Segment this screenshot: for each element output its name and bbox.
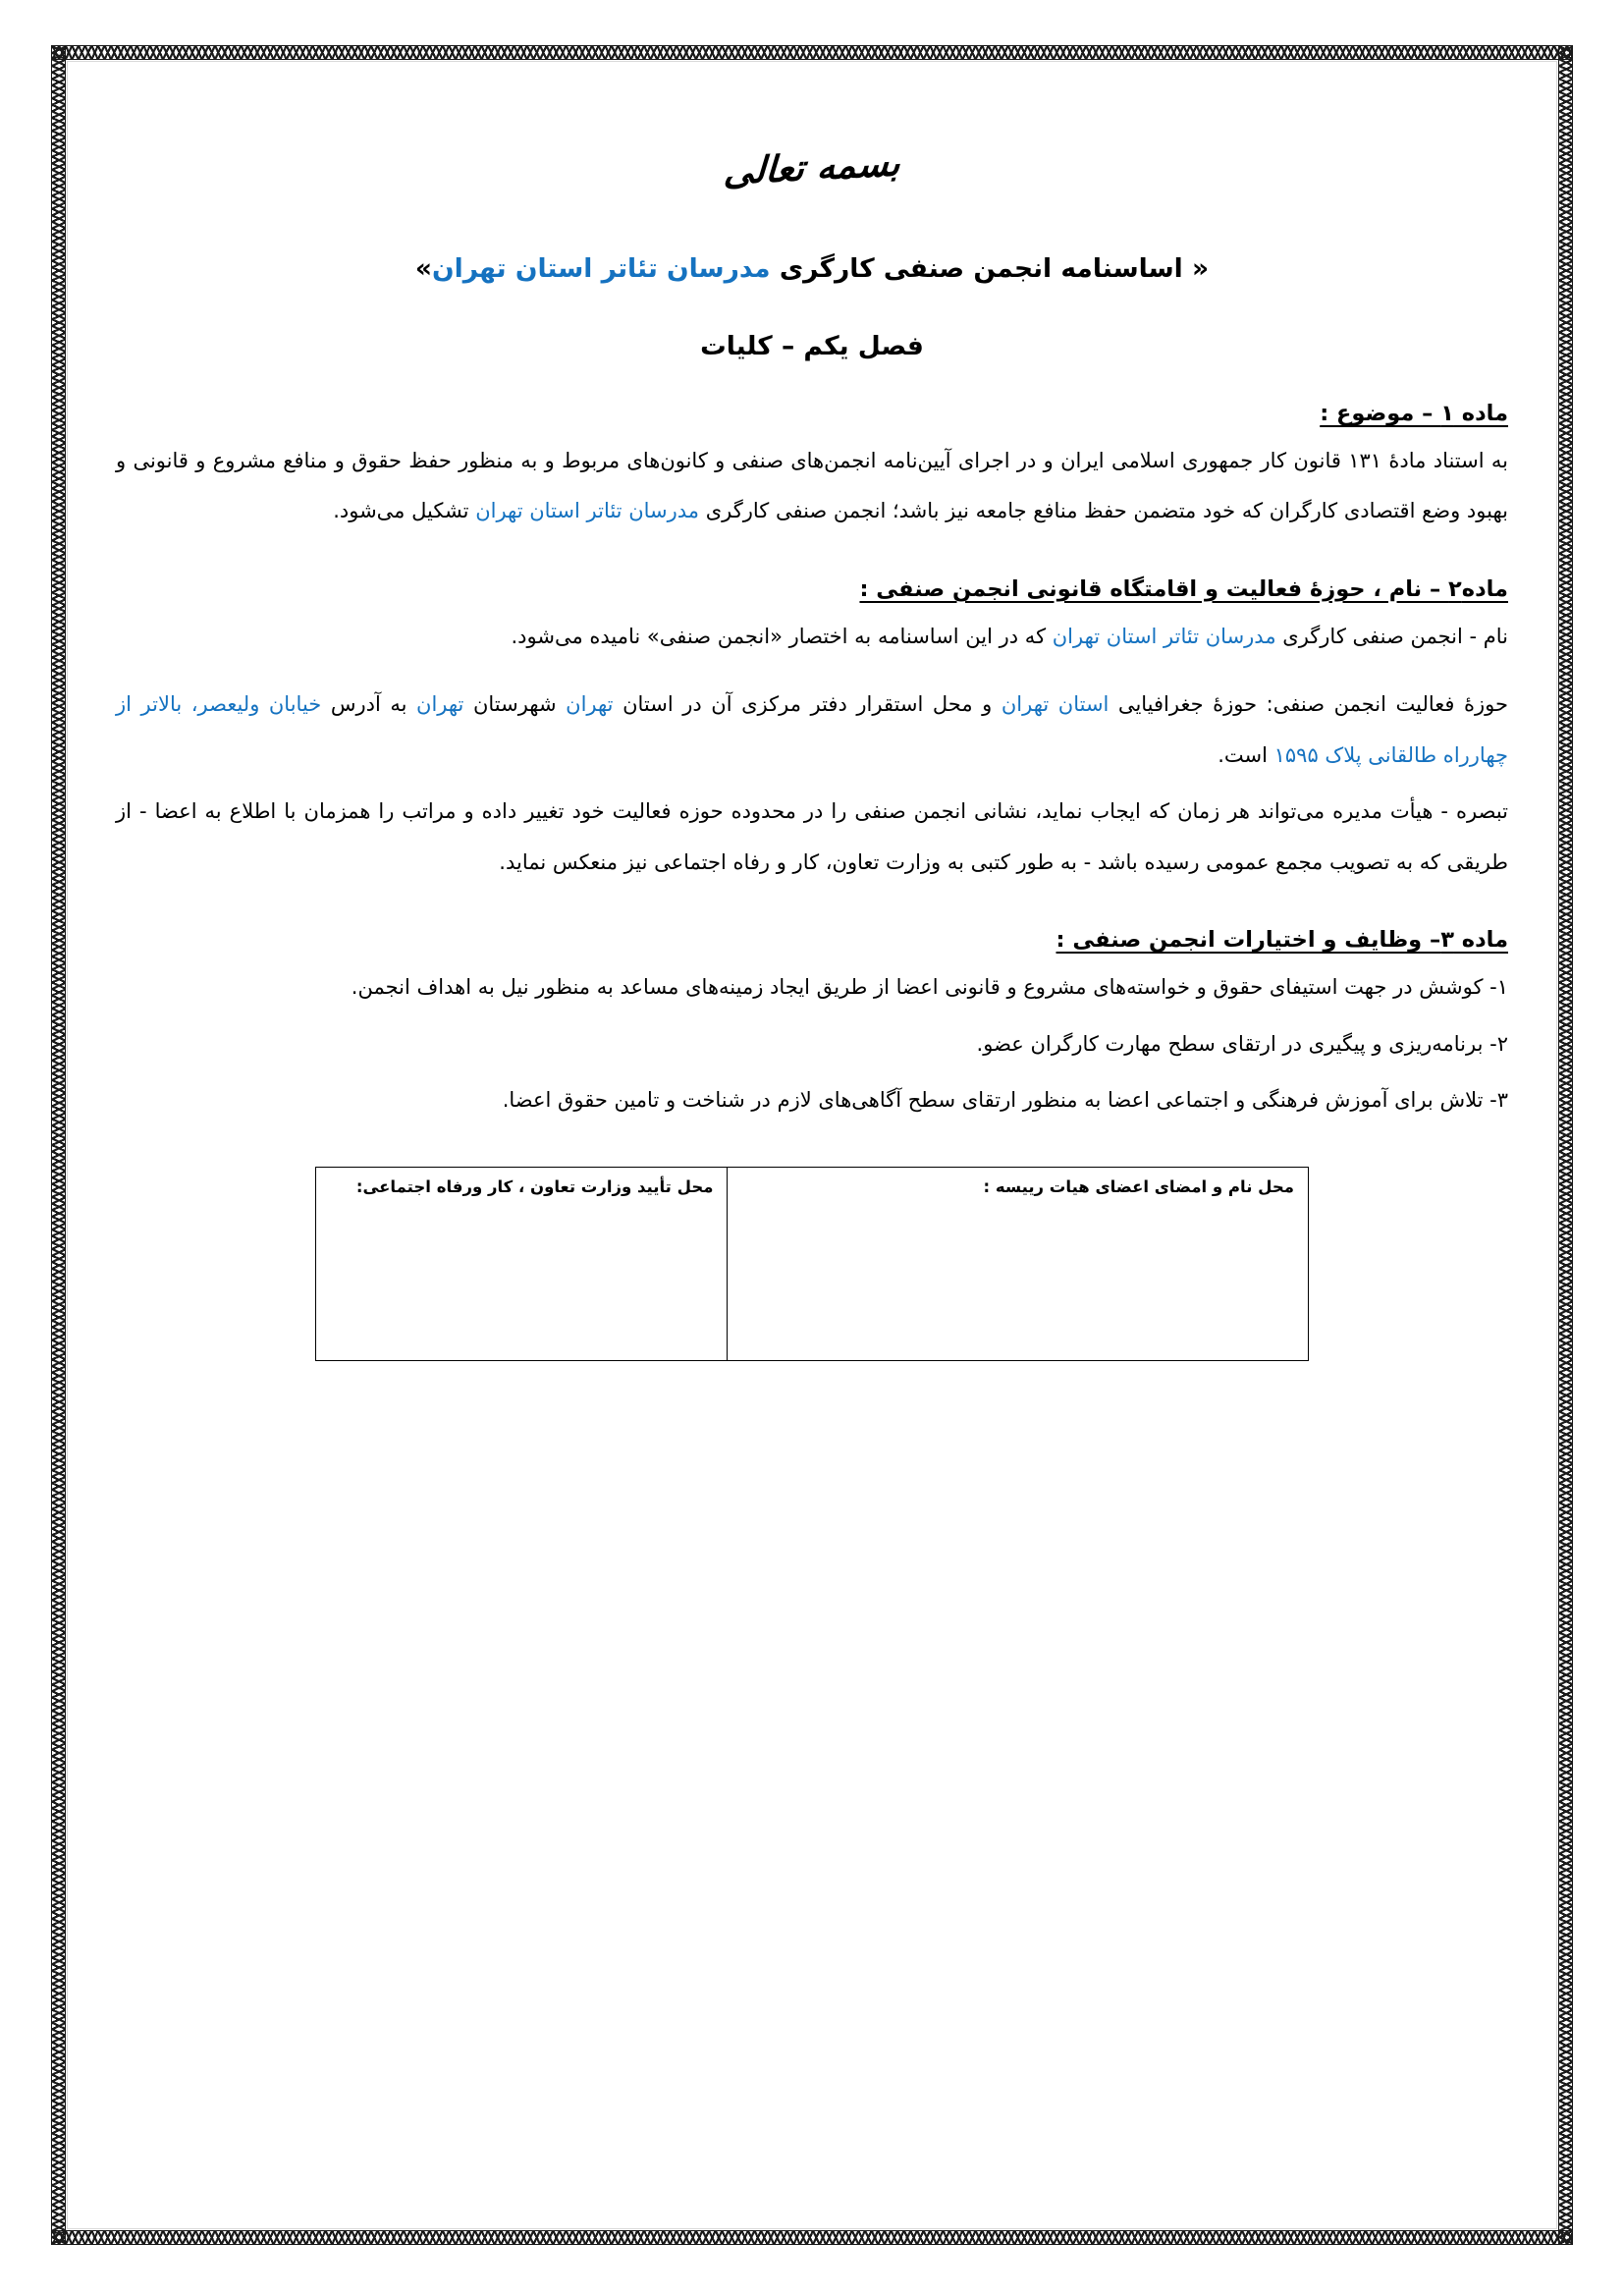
article-1-text-lead: به استناد مادهٔ ۱۳۱ قانون کار جمهوری اسلامی ایران و در اجرای آیین‌نامه انجمن‌های صنفی و کانون‌های مربوط و به منظور حفظ حقوق و منافع مشروع و قانونی و بهبود وضع اقتصادی کارگران که خود متضمن حفظ منافع جامعه نیز باشد؛ انجمن صنفی کارگری [116,449,1508,523]
article-3-item-2: ۲- برنامه‌ریزی و پیگیری در ارتقای سطح مهارت کارگران عضو. [976,1031,1508,1056]
document-title-suffix: » [414,253,432,284]
article-2-scope-city: تهران [416,692,464,717]
document-content [116,94,1508,2202]
article-2-name-paragraph [116,612,1508,662]
signature-table [315,1167,1309,1361]
document-title [116,253,1508,284]
border-right-braid [1558,45,1573,2245]
article-2-scope-mid: و محل استقرار دفتر مرکزی آن در استان [613,692,1001,717]
article-2-scope-address: خیابان ولیعصر، بالاتر از چهارراه طالقانی پلاک ۱۵۹۵ [116,692,1508,767]
document-title-prefix: « اساسنامه انجمن صنفی کارگری [770,253,1210,284]
article-1-text-tail: تشکیل می‌شود. [333,499,476,523]
signature-cell-ministry: محل تأیید وزارت تعاون ، کار ورفاه اجتماعی: [316,1168,728,1361]
article-2-scope-mid3: به آدرس [321,692,417,717]
article-2-scope-mid2: شهرستان [463,692,567,717]
article-2-scope-paragraph [116,680,1508,781]
article-2-scope-lead: حوزهٔ فعالیت انجمن صنفی: حوزهٔ جغرافیایی [1109,692,1508,717]
article-3-heading: ماده ۳– وظایف و اختیارات انجمن صنفی : [1056,927,1508,954]
article-2-note-paragraph: تبصره - هیأت مدیره می‌تواند هر زمان که ایجاب نماید، نشانی انجمن صنفی را در محدوده حوزه فعالیت خود تغییر داده و مراتب را همزمان با اطلاع به اعضا - از طریقی که به تصویب مجمع عمومی رسیده باشد - به طور کتبی به وزارت تعاون، کار و رفاه اجتماعی نیز منعکس نماید. [116,799,1508,874]
article-1-paragraph [116,436,1508,537]
article-2-heading: ماده۲ – نام ، حوزهٔ فعالیت و اقامتگاه قانونی انجمن صنفی : [859,575,1508,602]
document-title-highlight: مدرسان تئاتر استان تهران [432,253,771,284]
border-top-braid [51,45,1573,60]
article-2-name-highlight: مدرسان تئاتر استان تهران [1052,624,1276,648]
article-3-item-1: ۱- کوشش در جهت استیفای حقوق و خواسته‌های مشروع و قانونی اعضا از طریق ایجاد زمینه‌های مساعد به منظور نیل به اهداف انجمن. [351,975,1508,1000]
signature-cell-board: محل نام و امضای اعضای هیات رییسه : [728,1168,1309,1361]
border-left-braid [51,45,66,2245]
article-1-heading: ماده ۱ – موضوع : [1320,401,1508,426]
article-3-item-3: ۳- تلاش برای آموزش فرهنگی و اجتماعی اعضا به منظور ارتقای سطح آگاهی‌های لازم در شناخت و تامین حقوق اعضا. [502,1087,1508,1112]
chapter-heading: فصل یکم – کلیات [700,331,924,361]
article-2-scope-province-2: تهران [566,692,614,717]
article-2-scope-tail: است. [1218,742,1274,767]
article-2-scope-province: استان تهران [1001,692,1110,717]
article-2-name-tail: که در این اساسنامه به اختصار «انجمن صنفی» نامیده می‌شود. [511,624,1053,648]
article-1-text-highlight: مدرسان تئاتر استان تهران [475,499,700,523]
paragraph-gap [116,668,1508,680]
border-bottom-braid [51,2230,1573,2245]
table-row [316,1168,1309,1361]
basmala-header: بسمه تعالی [722,140,901,193]
article-2-name-lead: نام - انجمن صنفی کارگری [1275,624,1508,648]
signature-table-wrapper [116,1167,1508,1361]
